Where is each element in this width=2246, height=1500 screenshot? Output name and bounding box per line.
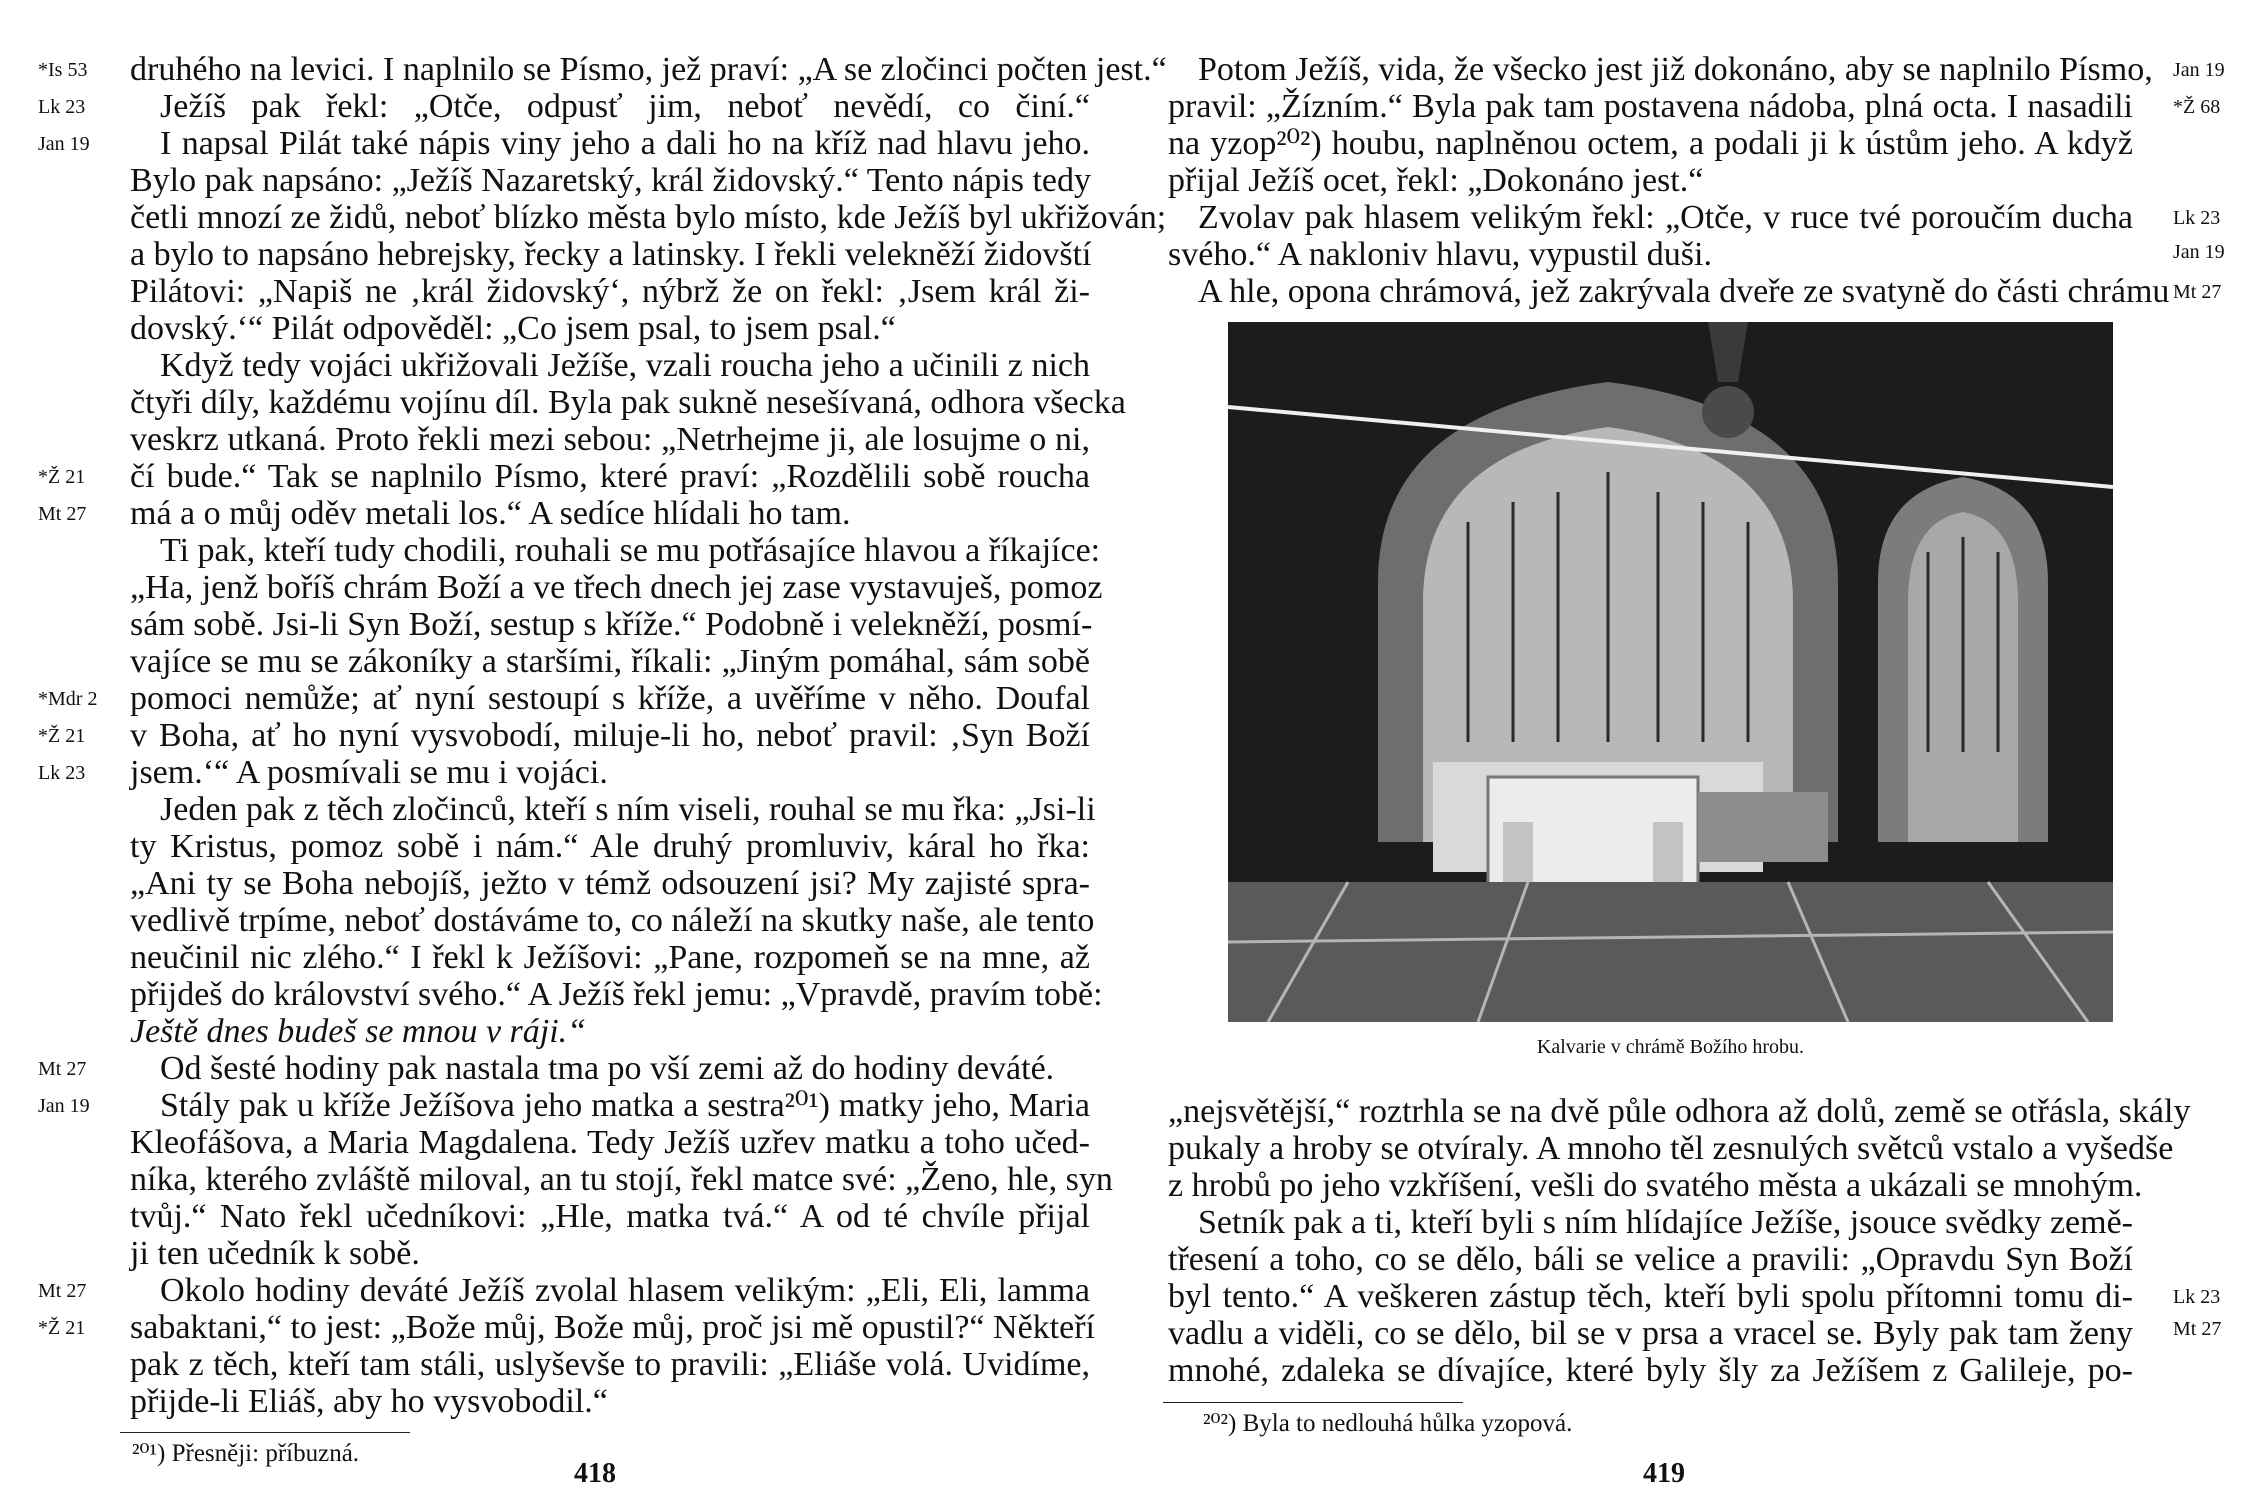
margin-reference: Jan 19 <box>38 133 90 155</box>
text-line: ty Kristus, pomoz sobě i nám.“ Ale druhý promluviv, káral ho řka: <box>130 828 1090 865</box>
text-line: Kleofášova, a Maria Magdalena. Tedy Ježíš uzřev matku a toho učed- <box>130 1124 1090 1161</box>
footnote: ²⁰²) Byla to nedlouhá hůlka yzopová. <box>1203 1410 1573 1437</box>
text-line: přijde-li Eliáš, aby ho vysvobodil.“ <box>130 1383 608 1420</box>
text-line: „nejsvětější,“ roztrhla se na dvě půle odhora až dolů, země se otřásla, skály <box>1168 1093 2191 1130</box>
margin-reference: Lk 23 <box>38 762 86 784</box>
text-line: Od šesté hodiny pak nastala tma po vší zemi až do hodiny deváté. <box>160 1050 1055 1087</box>
margin-reference: *Ž 21 <box>38 1317 86 1339</box>
page-number: 419 <box>1643 1458 1685 1489</box>
text-line: A hle, opona chrámová, jež zakrývala dveře ze svatyně do části chrámu <box>1198 273 2170 310</box>
margin-reference: *Ž 21 <box>38 466 86 488</box>
margin-reference: *Mdr 2 <box>38 688 98 710</box>
text-line: tvůj.“ Nato řekl učedníkovi: „Hle, matka tvá.“ A od té chvíle přijal <box>130 1198 1090 1235</box>
margin-reference: *Ž 68 <box>2173 96 2221 118</box>
text-line: pomoci nemůže; ať nyní sestoupí s kříže, a uvěříme v něho. Doufal <box>130 680 1090 717</box>
margin-reference: Mt 27 <box>38 503 87 525</box>
text-line: v Boha, ať ho nyní vysvobodí, miluje-li ho, neboť pravil: ‚Syn Boží <box>130 717 1090 754</box>
text-line: čtyři díly, každému vojínu díl. Byla pak sukně nesešívaná, odhora všecka <box>130 384 1126 421</box>
text-line: vadlu a viděli, co se dělo, bil se v prsa a vracel se. Byly pak tam ženy <box>1168 1315 2133 1352</box>
text-line: I napsal Pilát také nápis viny jeho a dali ho na kříž nad hlavu jeho. <box>160 125 1090 162</box>
text-line: na yzop²⁰²) houbu, naplněnou octem, a podali ji k ústům jeho. A když <box>1168 125 2133 162</box>
margin-reference: *Is 53 <box>38 59 88 81</box>
text-line: „Ha, jenž boříš chrám Boží a ve třech dnech jej zase vystavuješ, pomoz <box>130 569 1103 606</box>
text-line: Když tedy vojáci ukřižovali Ježíše, vzali roucha jeho a učinili z nich <box>160 347 1090 384</box>
text-line: sabaktani,“ to jest: „Bože můj, Bože můj, proč jsi mě opustil?“ Někteří <box>130 1309 1095 1346</box>
text-line: Potom Ježíš, vida, že všecko jest již dokonáno, aby se naplnilo Písmo, <box>1198 51 2153 88</box>
text-line: veskrz utkaná. Proto řekli mezi sebou: „Netrhejme ji, ale losujme o ni, <box>130 421 1090 458</box>
text-line: Okolo hodiny deváté Ježíš zvolal hlasem velikým: „Eli, Eli, lamma <box>160 1272 1090 1309</box>
text-line: četli mnozí ze židů, neboť blízko města bylo místo, kde Ježíš byl ukřižován; <box>130 199 1167 236</box>
text-line: druhého na levici. I naplnilo se Písmo, jež praví: „A se zločinci počten jest.“ <box>130 51 1167 88</box>
text-line: má a o můj oděv metali los.“ A sedíce hlídali ho tam. <box>130 495 851 532</box>
margin-reference: Mt 27 <box>38 1058 87 1080</box>
margin-reference: Jan 19 <box>38 1095 90 1117</box>
text-line: pukaly a hroby se otvíraly. A mnoho těl zesnulých světců vstalo a vyšedše <box>1168 1130 2174 1167</box>
text-line: pravil: „Žízním.“ Byla pak tam postavena nádoba, plná octa. I nasadili <box>1168 88 2133 125</box>
margin-reference: *Ž 21 <box>38 725 86 747</box>
margin-reference: Lk 23 <box>2173 1286 2221 1308</box>
text-line: Ježíš pak řekl: „Otče, odpusť jim, neboť nevědí, co činí.“ <box>160 88 1090 125</box>
text-line: jsem.‘“ A posmívali se mu i vojáci. <box>130 754 608 791</box>
text-line: z hrobů po jeho vzkříšení, vešli do svatého města a ukázali se mnohým. <box>1168 1167 2143 1204</box>
text-line: byl tento.“ A veškeren zástup těch, kteří byli spolu přítomni tomu di- <box>1168 1278 2133 1315</box>
margin-reference: Jan 19 <box>2173 59 2225 81</box>
text-line: vedlivě trpíme, neboť dostáváme to, co náleží na skutky naše, ale tento <box>130 902 1095 939</box>
text-line: Setník pak a ti, kteří byli s ním hlídajíce Ježíše, jsouce svědky země- <box>1198 1204 2133 1241</box>
text-line: Zvolav pak hlasem velikým řekl: „Otče, v ruce tvé poroučím ducha <box>1198 199 2133 236</box>
margin-reference: Jan 19 <box>2173 241 2225 263</box>
text-line: a bylo to napsáno hebrejsky, řecky a latinsky. I řekli velekněží židovští <box>130 236 1092 273</box>
text-line: čí bude.“ Tak se naplnilo Písmo, které praví: „Rozdělili sobě roucha <box>130 458 1090 495</box>
text-line: vajíce se mu se zákoníky a staršími, říkali: „Jiným pomáhal, sám sobě <box>130 643 1090 680</box>
footnote-rule <box>120 1432 410 1433</box>
text-line: ji ten učedník k sobě. <box>130 1235 420 1272</box>
text-line: Stály pak u kříže Ježíšova jeho matka a sestra²⁰¹) matky jeho, Maria <box>160 1087 1090 1124</box>
text-line: třesení a toho, co se dělo, báli se velice a pravili: „Opravdu Syn Boží <box>1168 1241 2133 1278</box>
footnote-rule <box>1163 1402 1463 1403</box>
text-line: přijdeš do království svého.“ A Ježíš řekl jemu: „Vpravdě, pravím tobě: <box>130 976 1103 1013</box>
text-line: mnohé, zdaleka se dívajíce, které byly šly za Ježíšem z Galileje, po- <box>1168 1352 2133 1389</box>
margin-reference: Mt 27 <box>2173 281 2222 303</box>
text-line: Pilátovi: „Napiš ne ‚král židovský‘, nýbrž že on řekl: ‚Jsem král ži- <box>130 273 1090 310</box>
margin-reference: Mt 27 <box>38 1280 87 1302</box>
page-number: 418 <box>574 1458 616 1489</box>
text-line: pak z těch, kteří tam stáli, uslyševše to pravili: „Eliáše volá. Uvidíme, <box>130 1346 1090 1383</box>
text-line: svého.“ A nakloniv hlavu, vypustil duši. <box>1168 236 1712 273</box>
text-line: Ještě dnes budeš se mnou v ráji.“ <box>130 1013 587 1050</box>
text-line: Jeden pak z těch zločinců, kteří s ním viseli, rouhal se mu řka: „Jsi-li <box>160 791 1096 828</box>
margin-reference: Lk 23 <box>38 96 86 118</box>
calvary-photograph <box>1228 322 2113 1022</box>
text-line: níka, kterého zvláště miloval, an tu stojí, řekl matce své: „Ženo, hle, syn <box>130 1161 1113 1198</box>
text-line: dovský.‘“ Pilát odpověděl: „Co jsem psal, to jsem psal.“ <box>130 310 896 347</box>
text-line: neučinil nic zlého.“ I řekl k Ježíšovi: „Pane, rozpomeň se na mne, až <box>130 939 1090 976</box>
text-line: Ti pak, kteří tudy chodili, rouhali se mu potřásajíce hlavou a říkajíce: <box>160 532 1101 569</box>
right-page <box>1123 0 2246 1500</box>
text-line: „Ani ty se Boha nebojíš, ježto v témž odsouzení jsi? My zajisté spra- <box>130 865 1090 902</box>
margin-reference: Lk 23 <box>2173 207 2221 229</box>
photo-caption: Kalvarie v chrámě Božího hrobu. <box>1536 1036 1805 1058</box>
text-line: sám sobě. Jsi-li Syn Boží, sestup s kříže.“ Podobně i velekněží, posmí- <box>130 606 1093 643</box>
footnote: ²⁰¹) Přesněji: příbuzná. <box>132 1440 360 1467</box>
text-line: přijal Ježíš ocet, řekl: „Dokonáno jest.“ <box>1168 162 1704 199</box>
margin-reference: Mt 27 <box>2173 1318 2222 1340</box>
text-line: Bylo pak napsáno: „Ježíš Nazaretský, král židovský.“ Tento nápis tedy <box>130 162 1092 199</box>
